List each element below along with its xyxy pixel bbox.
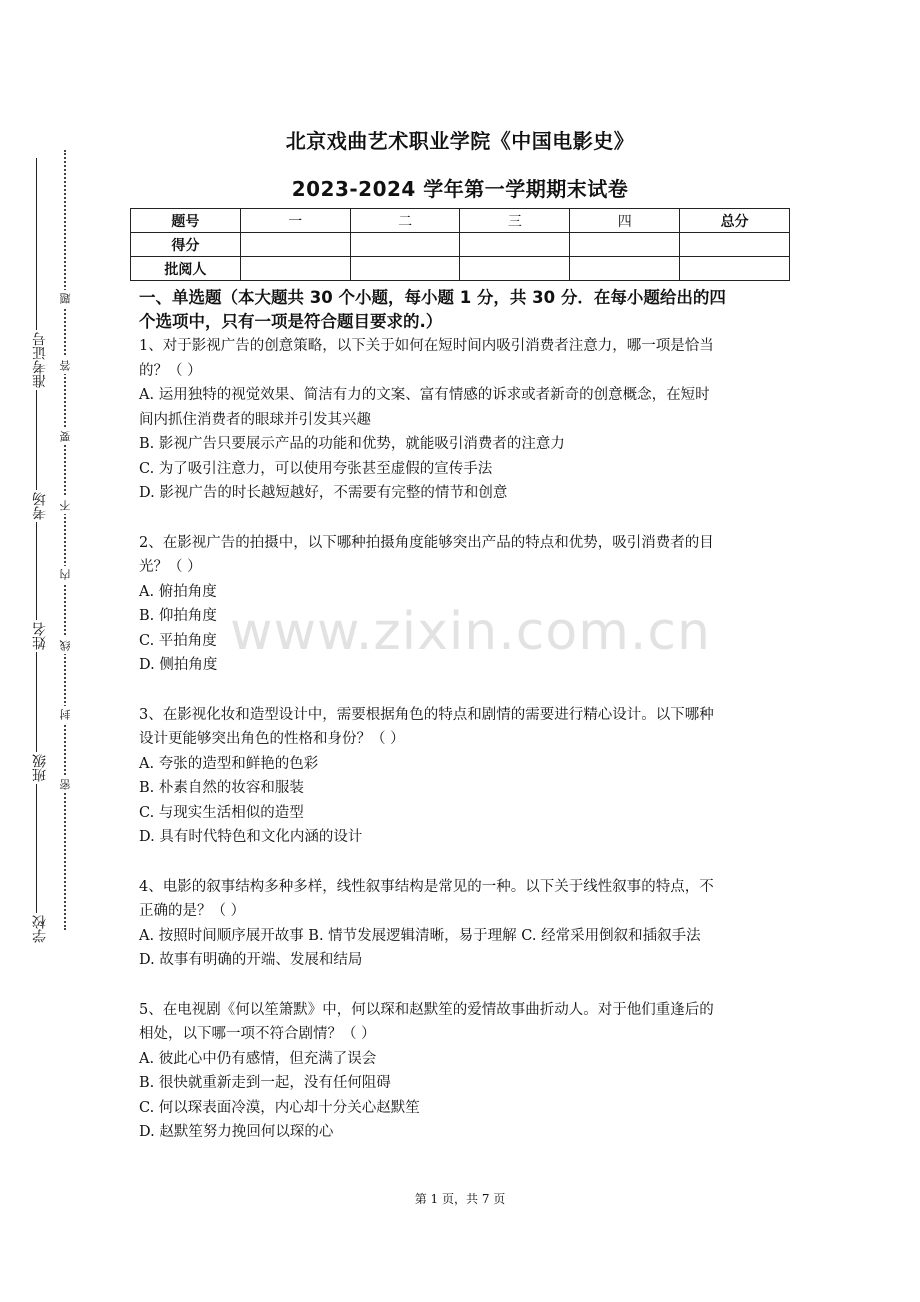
option-a: A. 俯拍角度 bbox=[139, 583, 217, 600]
seal-char: 密 bbox=[58, 776, 74, 793]
score-cell[interactable] bbox=[460, 233, 570, 257]
option-c: C. 何以琛表面冷漠，内心却十分关心赵默笙 bbox=[139, 1099, 420, 1116]
option-a: A. 运用独特的视觉效果、简洁有力的文案、富有情感的诉求或者新奇的创意概念，在短时 bbox=[139, 387, 710, 403]
seal-char: 答 bbox=[58, 357, 74, 374]
row-label: 批阅人 bbox=[131, 257, 241, 281]
question-5 bbox=[139, 998, 784, 1145]
grader-row bbox=[131, 257, 790, 281]
school-label: 学校 bbox=[32, 915, 48, 943]
question-stem: 相处，以下哪一项不符合剧情？（ ） bbox=[139, 1026, 376, 1042]
option-b: B. 仰拍角度 bbox=[139, 608, 217, 624]
grader-cell[interactable] bbox=[460, 257, 570, 281]
question-3 bbox=[139, 703, 784, 850]
grader-cell[interactable] bbox=[570, 257, 680, 281]
option-d: D. 具有时代特色和文化内涵的设计 bbox=[139, 829, 363, 845]
question-stem: 光？（ ） bbox=[139, 559, 202, 575]
seal-char: 封 bbox=[58, 706, 74, 723]
seal-char: 内 bbox=[58, 566, 74, 583]
page-footer: 第 1 页，共 7 页 bbox=[414, 1192, 506, 1206]
grader-cell[interactable] bbox=[680, 257, 790, 281]
score-row bbox=[131, 233, 790, 257]
watermark: www.zixin.com.cn bbox=[230, 602, 711, 662]
score-table-header-row bbox=[131, 209, 790, 233]
score-table bbox=[130, 208, 790, 281]
seal-char: 线 bbox=[58, 637, 74, 654]
question-1 bbox=[139, 334, 784, 506]
option-c: C. 为了吸引注意力，可以使用夸张甚至虚假的宣传手法 bbox=[139, 460, 493, 477]
question-stem: 正确的是？（ ） bbox=[139, 903, 246, 919]
question-stem: 3、在影视化妆和造型设计中，需要根据角色的特点和剧情的需要进行精心设计。以下哪种 bbox=[139, 706, 714, 723]
section-heading-line: 一、单选题（本大题共 30 个小题，每小题 1 分，共 30 分．在每小题给出的四 bbox=[139, 288, 726, 307]
seal-char: 要 bbox=[58, 428, 74, 445]
exam-room-label: 考场 bbox=[32, 492, 48, 520]
score-cell[interactable] bbox=[350, 233, 460, 257]
option-b: B. 朴素自然的妆容和服装 bbox=[139, 780, 304, 796]
question-stem: 4、电影的叙事结构多种多样，线性叙事结构是常见的一种。以下关于线性叙事的特点，不 bbox=[139, 878, 714, 895]
score-cell[interactable] bbox=[570, 233, 680, 257]
option-a-continued: 间内抓住消费者的眼球并引发其兴趣 bbox=[139, 411, 371, 428]
header-cell: 三 bbox=[460, 209, 570, 233]
header-cell: 四 bbox=[570, 209, 680, 233]
section-heading-line: 个选项中，只有一项是符合题目要求的.） bbox=[139, 312, 443, 331]
option-c: C. 与现实生活相似的造型 bbox=[139, 804, 304, 821]
option-c: C. 平拍角度 bbox=[139, 632, 217, 649]
grader-cell[interactable] bbox=[350, 257, 460, 281]
exam-id-label: 准考证号 bbox=[32, 332, 48, 388]
header-cell: 总分 bbox=[680, 209, 790, 233]
option-a: A. 夸张的造型和鲜艳的色彩 bbox=[139, 755, 319, 772]
grader-cell[interactable] bbox=[240, 257, 350, 281]
option-b: B. 影视广告只要展示产品的功能和优势，就能吸引消费者的注意力 bbox=[139, 436, 565, 452]
binding-line bbox=[36, 158, 37, 940]
seal-char: 题 bbox=[58, 290, 74, 307]
exam-subtitle: 2023-2024 学年第一学期期末试卷 bbox=[291, 177, 629, 201]
header-cell: 一 bbox=[240, 209, 350, 233]
question-4 bbox=[139, 875, 784, 973]
option-abc: A. 按照时间顺序展开故事 B. 情节发展逻辑清晰，易于理解 C. 经常采用倒叙和插叙手法 bbox=[139, 927, 701, 944]
question-stem: 设计更能够突出角色的性格和身份？（ ） bbox=[139, 731, 405, 747]
class-label: 班级 bbox=[32, 754, 48, 782]
row-label: 得分 bbox=[131, 233, 241, 257]
exam-content bbox=[139, 286, 784, 1145]
option-a: A. 彼此心中仍有感情，但充满了误会 bbox=[139, 1050, 377, 1067]
score-cell[interactable] bbox=[240, 233, 350, 257]
exam-title: 北京戏曲艺术职业学院《中国电影史》 bbox=[285, 129, 635, 153]
option-b: B. 很快就重新走到一起，没有任何阻碍 bbox=[139, 1075, 391, 1091]
name-label: 姓名 bbox=[32, 622, 48, 650]
option-d: D. 故事有明确的开端、发展和结局 bbox=[139, 952, 363, 968]
option-d: D. 侧拍角度 bbox=[139, 657, 218, 673]
header-cell: 二 bbox=[350, 209, 460, 233]
score-cell[interactable] bbox=[680, 233, 790, 257]
seal-dotted-line bbox=[64, 150, 66, 930]
question-stem: 1、对于影视广告的创意策略，以下关于如何在短时间内吸引消费者注意力，哪一项是恰当 bbox=[139, 338, 714, 354]
option-d: D. 赵默笙努力挽回何以琛的心 bbox=[139, 1124, 334, 1140]
seal-char: 不 bbox=[58, 497, 74, 514]
question-stem: 的？（ ） bbox=[139, 362, 202, 379]
header-cell: 题号 bbox=[131, 209, 241, 233]
option-d: D. 影视广告的时长越短越好，不需要有完整的情节和创意 bbox=[139, 485, 508, 501]
question-2 bbox=[139, 531, 784, 678]
question-stem: 5、在电视剧《何以笙箫默》中，何以琛和赵默笙的爱情故事曲折动人。对于他们重逢后的 bbox=[139, 1001, 714, 1018]
question-stem: 2、在影视广告的拍摄中，以下哪种拍摄角度能够突出产品的特点和优势，吸引消费者的目 bbox=[139, 534, 714, 551]
